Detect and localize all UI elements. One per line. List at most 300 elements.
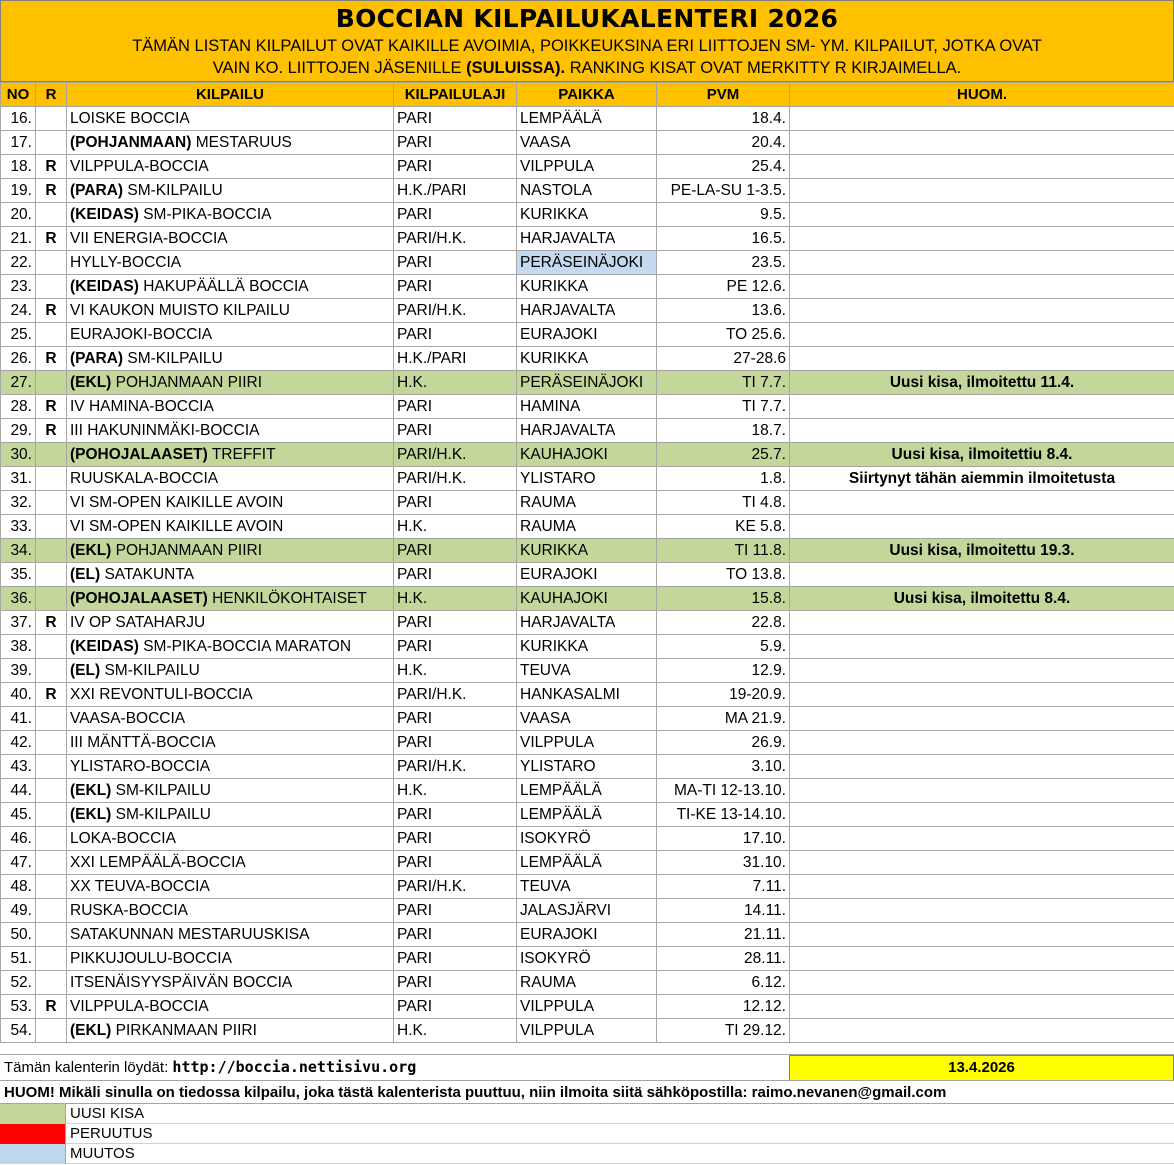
association-prefix: (POHJANMAAN) <box>70 133 192 151</box>
cell-paikka[interactable]: YLISTARO <box>517 755 657 779</box>
cell-huom[interactable]: Siirtynyt tähän aiemmin ilmoitetusta <box>790 467 1174 491</box>
cell-no[interactable]: 42. <box>1 731 36 755</box>
cell-pvm[interactable]: TI 29.12. <box>657 1019 790 1043</box>
cell-huom[interactable] <box>790 779 1174 803</box>
cell-no[interactable]: 53. <box>1 995 36 1019</box>
cell-pvm[interactable]: 13.6. <box>657 299 790 323</box>
cell-no[interactable]: 36. <box>1 587 36 611</box>
cell-kilpailu[interactable] <box>67 635 394 659</box>
cell-pvm[interactable]: 27-28.6 <box>657 347 790 371</box>
cell-kilpailulaji[interactable]: PARI <box>394 995 517 1019</box>
cell-kilpailulaji[interactable]: PARI <box>394 251 517 275</box>
cell-ranking[interactable]: R <box>36 419 67 443</box>
cell-kilpailulaji[interactable]: H.K. <box>394 659 517 683</box>
cell-kilpailu[interactable] <box>67 683 394 707</box>
cell-kilpailulaji[interactable]: PARI <box>394 419 517 443</box>
cell-paikka[interactable]: VILPPULA <box>517 731 657 755</box>
cell-pvm[interactable]: 16.5. <box>657 227 790 251</box>
cell-kilpailulaji[interactable]: PARI <box>394 275 517 299</box>
cell-paikka[interactable]: KAUHAJOKI <box>517 443 657 467</box>
cell-kilpailu[interactable] <box>67 419 394 443</box>
cell-kilpailu[interactable] <box>67 851 394 875</box>
cell-paikka[interactable]: NASTOLA <box>517 179 657 203</box>
cell-kilpailu[interactable] <box>67 371 394 395</box>
cell-paikka[interactable]: HAMINA <box>517 395 657 419</box>
cell-no[interactable]: 28. <box>1 395 36 419</box>
cell-pvm[interactable]: 25.4. <box>657 155 790 179</box>
cell-no[interactable]: 52. <box>1 971 36 995</box>
cell-ranking[interactable] <box>36 467 67 491</box>
competition-name: POHJANMAAN PIIRI <box>111 541 263 559</box>
cell-huom[interactable] <box>790 203 1174 227</box>
cell-paikka[interactable]: VILPPULA <box>517 155 657 179</box>
cell-kilpailulaji[interactable]: PARI/H.K. <box>394 443 517 467</box>
cell-no[interactable]: 35. <box>1 563 36 587</box>
cell-pvm[interactable]: MA 21.9. <box>657 707 790 731</box>
cell-pvm[interactable]: PE-LA-SU 1-3.5. <box>657 179 790 203</box>
table-row <box>1 275 1174 299</box>
cell-ranking[interactable] <box>36 323 67 347</box>
cell-pvm[interactable]: 19-20.9. <box>657 683 790 707</box>
column-header-kilpailulaji[interactable]: KILPAILULAJI <box>394 83 517 107</box>
cell-huom[interactable] <box>790 1019 1174 1043</box>
competition-name: HYLLY-BOCCIA <box>70 253 182 271</box>
column-header-paikka[interactable]: PAIKKA <box>517 83 657 107</box>
footer-link-url[interactable]: http://boccia.nettisivu.org <box>172 1058 417 1076</box>
cell-pvm[interactable]: 9.5. <box>657 203 790 227</box>
cell-pvm[interactable]: 25.7. <box>657 443 790 467</box>
cell-pvm[interactable]: 18.4. <box>657 107 790 131</box>
cell-kilpailu[interactable] <box>67 803 394 827</box>
cell-pvm[interactable]: 14.11. <box>657 899 790 923</box>
cell-pvm[interactable]: 21.11. <box>657 923 790 947</box>
cell-no[interactable]: 20. <box>1 203 36 227</box>
cell-ranking[interactable]: R <box>36 611 67 635</box>
cell-pvm[interactable]: 17.10. <box>657 827 790 851</box>
cell-ranking[interactable] <box>36 131 67 155</box>
cell-pvm[interactable]: MA-TI 12-13.10. <box>657 779 790 803</box>
cell-ranking[interactable] <box>36 563 67 587</box>
column-header-kilpailu[interactable]: KILPAILU <box>67 83 394 107</box>
cell-kilpailulaji[interactable]: H.K./PARI <box>394 347 517 371</box>
cell-paikka[interactable]: PERÄSEINÄJOKI <box>517 371 657 395</box>
cell-ranking[interactable] <box>36 203 67 227</box>
cell-ranking[interactable] <box>36 587 67 611</box>
cell-huom[interactable] <box>790 563 1174 587</box>
cell-no[interactable]: 40. <box>1 683 36 707</box>
cell-kilpailulaji[interactable]: PARI <box>394 491 517 515</box>
cell-huom[interactable] <box>790 899 1174 923</box>
cell-ranking[interactable] <box>36 899 67 923</box>
cell-kilpailulaji[interactable]: H.K. <box>394 587 517 611</box>
cell-kilpailulaji[interactable]: PARI <box>394 155 517 179</box>
cell-huom[interactable] <box>790 251 1174 275</box>
cell-huom[interactable] <box>790 227 1174 251</box>
competition-name: PIRKANMAAN PIIRI <box>111 1021 257 1039</box>
cell-kilpailu[interactable] <box>67 467 394 491</box>
cell-kilpailulaji[interactable]: PARI <box>394 971 517 995</box>
cell-kilpailu[interactable] <box>67 875 394 899</box>
cell-pvm[interactable]: 31.10. <box>657 851 790 875</box>
cell-kilpailu[interactable] <box>67 155 394 179</box>
cell-pvm[interactable]: TI 11.8. <box>657 539 790 563</box>
cell-kilpailulaji[interactable]: PARI <box>394 611 517 635</box>
cell-kilpailu[interactable] <box>67 539 394 563</box>
cell-kilpailu[interactable] <box>67 491 394 515</box>
cell-ranking[interactable] <box>36 107 67 131</box>
cell-paikka[interactable]: TEUVA <box>517 875 657 899</box>
cell-kilpailu[interactable] <box>67 659 394 683</box>
cell-paikka[interactable]: ISOKYRÖ <box>517 947 657 971</box>
table-row <box>1 1019 1174 1043</box>
cell-paikka[interactable]: HARJAVALTA <box>517 611 657 635</box>
cell-ranking[interactable] <box>36 755 67 779</box>
cell-kilpailu[interactable] <box>67 707 394 731</box>
cell-ranking[interactable]: R <box>36 299 67 323</box>
cell-huom[interactable] <box>790 491 1174 515</box>
cell-huom[interactable] <box>790 731 1174 755</box>
cell-huom[interactable] <box>790 803 1174 827</box>
column-header-no[interactable]: NO <box>1 83 36 107</box>
cell-no[interactable]: 44. <box>1 779 36 803</box>
cell-ranking[interactable] <box>36 1019 67 1043</box>
cell-kilpailulaji[interactable]: H.K. <box>394 779 517 803</box>
cell-paikka[interactable]: KURIKKA <box>517 539 657 563</box>
legend-label-new: UUSI KISA <box>70 1105 145 1122</box>
cell-huom[interactable] <box>790 347 1174 371</box>
cell-kilpailu[interactable] <box>67 275 394 299</box>
cell-kilpailulaji[interactable]: PARI <box>394 707 517 731</box>
cell-no[interactable]: 27. <box>1 371 36 395</box>
cell-ranking[interactable]: R <box>36 683 67 707</box>
cell-ranking[interactable] <box>36 275 67 299</box>
cell-huom[interactable] <box>790 515 1174 539</box>
cell-kilpailulaji[interactable]: PARI/H.K. <box>394 875 517 899</box>
cell-huom[interactable] <box>790 851 1174 875</box>
cell-no[interactable]: 47. <box>1 851 36 875</box>
cell-paikka[interactable]: VAASA <box>517 707 657 731</box>
cell-kilpailu[interactable] <box>67 947 394 971</box>
cell-no[interactable]: 50. <box>1 923 36 947</box>
cell-kilpailulaji[interactable]: PARI/H.K. <box>394 467 517 491</box>
cell-ranking[interactable]: R <box>36 155 67 179</box>
cell-pvm[interactable]: 20.4. <box>657 131 790 155</box>
cell-paikka[interactable]: JALASJÄRVI <box>517 899 657 923</box>
cell-kilpailulaji[interactable]: PARI <box>394 923 517 947</box>
cell-ranking[interactable]: R <box>36 395 67 419</box>
cell-kilpailulaji[interactable]: H.K. <box>394 515 517 539</box>
cell-pvm[interactable]: 15.8. <box>657 587 790 611</box>
cell-kilpailu[interactable] <box>67 1019 394 1043</box>
cell-kilpailulaji[interactable]: PARI <box>394 107 517 131</box>
cell-ranking[interactable] <box>36 875 67 899</box>
association-prefix: (PARA) <box>70 349 124 367</box>
cell-paikka[interactable]: VAASA <box>517 131 657 155</box>
cell-no[interactable]: 18. <box>1 155 36 179</box>
cell-no[interactable]: 32. <box>1 491 36 515</box>
cell-kilpailulaji[interactable]: PARI/H.K. <box>394 755 517 779</box>
column-header-huom[interactable]: HUOM. <box>790 83 1174 107</box>
cell-no[interactable]: 38. <box>1 635 36 659</box>
cell-no[interactable]: 33. <box>1 515 36 539</box>
table-row <box>1 179 1174 203</box>
cell-ranking[interactable] <box>36 635 67 659</box>
cell-ranking[interactable] <box>36 443 67 467</box>
cell-paikka[interactable]: HANKASALMI <box>517 683 657 707</box>
cell-kilpailu[interactable] <box>67 995 394 1019</box>
cell-pvm[interactable]: 23.5. <box>657 251 790 275</box>
cell-ranking[interactable]: R <box>36 347 67 371</box>
cell-kilpailulaji[interactable]: PARI <box>394 731 517 755</box>
cell-huom[interactable] <box>790 755 1174 779</box>
footer-link <box>4 1058 416 1076</box>
cell-kilpailu[interactable] <box>67 323 394 347</box>
cell-huom[interactable] <box>790 179 1174 203</box>
cell-kilpailulaji[interactable]: PARI <box>394 131 517 155</box>
cell-pvm[interactable]: 28.11. <box>657 947 790 971</box>
cell-huom[interactable]: Uusi kisa, ilmoitettu 11.4. <box>790 371 1174 395</box>
cell-pvm[interactable]: 12.12. <box>657 995 790 1019</box>
cell-huom[interactable] <box>790 131 1174 155</box>
cell-no[interactable]: 21. <box>1 227 36 251</box>
cell-kilpailulaji[interactable]: H.K. <box>394 1019 517 1043</box>
cell-paikka[interactable]: KURIKKA <box>517 275 657 299</box>
cell-kilpailulaji[interactable]: PARI <box>394 947 517 971</box>
cell-paikka[interactable]: HARJAVALTA <box>517 227 657 251</box>
cell-kilpailu[interactable] <box>67 443 394 467</box>
cell-no[interactable]: 16. <box>1 107 36 131</box>
cell-no[interactable]: 45. <box>1 803 36 827</box>
cell-kilpailu[interactable] <box>67 131 394 155</box>
column-header-pvm[interactable]: PVM <box>657 83 790 107</box>
cell-huom[interactable]: Uusi kisa, ilmoitettu 19.3. <box>790 539 1174 563</box>
cell-no[interactable]: 24. <box>1 299 36 323</box>
cell-paikka[interactable]: PERÄSEINÄJOKI <box>517 251 657 275</box>
cell-kilpailu[interactable] <box>67 347 394 371</box>
cell-kilpailu[interactable] <box>67 515 394 539</box>
cell-pvm[interactable]: 18.7. <box>657 419 790 443</box>
cell-paikka[interactable]: RAUMA <box>517 971 657 995</box>
cell-paikka[interactable]: VILPPULA <box>517 1019 657 1043</box>
cell-paikka[interactable]: HARJAVALTA <box>517 299 657 323</box>
cell-no[interactable]: 51. <box>1 947 36 971</box>
cell-no[interactable]: 31. <box>1 467 36 491</box>
cell-huom[interactable] <box>790 923 1174 947</box>
cell-paikka[interactable]: KURIKKA <box>517 635 657 659</box>
cell-kilpailulaji[interactable]: H.K. <box>394 371 517 395</box>
cell-huom[interactable] <box>790 947 1174 971</box>
competition-name: RUSKA-BOCCIA <box>70 901 188 919</box>
cell-no[interactable]: 29. <box>1 419 36 443</box>
cell-pvm[interactable]: TI 7.7. <box>657 371 790 395</box>
cell-pvm[interactable]: TI 7.7. <box>657 395 790 419</box>
cell-huom[interactable] <box>790 971 1174 995</box>
update-date-cell[interactable]: 13.4.2026 <box>789 1055 1174 1081</box>
cell-huom[interactable] <box>790 155 1174 179</box>
cell-kilpailu[interactable] <box>67 827 394 851</box>
cell-no[interactable]: 22. <box>1 251 36 275</box>
cell-kilpailu[interactable] <box>67 563 394 587</box>
cell-kilpailulaji[interactable]: PARI/H.K. <box>394 683 517 707</box>
cell-paikka[interactable]: ISOKYRÖ <box>517 827 657 851</box>
association-prefix: (EKL) <box>70 541 112 559</box>
cell-huom[interactable] <box>790 683 1174 707</box>
cell-huom[interactable] <box>790 611 1174 635</box>
cell-pvm[interactable]: TO 13.8. <box>657 563 790 587</box>
cell-no[interactable]: 46. <box>1 827 36 851</box>
cell-kilpailu[interactable] <box>67 611 394 635</box>
cell-kilpailulaji[interactable]: PARI <box>394 203 517 227</box>
cell-paikka[interactable]: EURAJOKI <box>517 323 657 347</box>
competition-name: III MÄNTTÄ-BOCCIA <box>70 733 216 751</box>
cell-no[interactable]: 49. <box>1 899 36 923</box>
cell-pvm[interactable]: 1.8. <box>657 467 790 491</box>
cell-no[interactable]: 43. <box>1 755 36 779</box>
cell-ranking[interactable]: R <box>36 995 67 1019</box>
cell-ranking[interactable]: R <box>36 227 67 251</box>
cell-ranking[interactable] <box>36 827 67 851</box>
cell-paikka[interactable]: LEMPÄÄLÄ <box>517 851 657 875</box>
cell-kilpailu[interactable] <box>67 779 394 803</box>
cell-paikka[interactable]: HARJAVALTA <box>517 419 657 443</box>
cell-kilpailu[interactable] <box>67 899 394 923</box>
cell-pvm[interactable]: TI 4.8. <box>657 491 790 515</box>
cell-paikka[interactable]: LEMPÄÄLÄ <box>517 803 657 827</box>
cell-paikka[interactable]: EURAJOKI <box>517 923 657 947</box>
cell-huom[interactable] <box>790 107 1174 131</box>
cell-ranking[interactable] <box>36 803 67 827</box>
cell-kilpailulaji[interactable]: PARI <box>394 539 517 563</box>
cell-huom[interactable] <box>790 323 1174 347</box>
cell-kilpailu[interactable] <box>67 731 394 755</box>
cell-no[interactable]: 19. <box>1 179 36 203</box>
cell-paikka[interactable]: KURIKKA <box>517 347 657 371</box>
cell-kilpailu[interactable] <box>67 107 394 131</box>
cell-kilpailulaji[interactable]: PARI <box>394 635 517 659</box>
cell-kilpailulaji[interactable]: PARI <box>394 827 517 851</box>
cell-kilpailulaji[interactable]: H.K./PARI <box>394 179 517 203</box>
cell-no[interactable]: 41. <box>1 707 36 731</box>
cell-kilpailu[interactable] <box>67 251 394 275</box>
cell-pvm[interactable]: 3.10. <box>657 755 790 779</box>
cell-huom[interactable] <box>790 875 1174 899</box>
cell-kilpailulaji[interactable]: PARI <box>394 323 517 347</box>
cell-no[interactable]: 30. <box>1 443 36 467</box>
cell-huom[interactable]: Uusi kisa, ilmoitettiu 8.4. <box>790 443 1174 467</box>
cell-huom[interactable] <box>790 275 1174 299</box>
cell-kilpailu[interactable] <box>67 227 394 251</box>
competition-name: VAASA-BOCCIA <box>70 709 186 727</box>
cell-kilpailulaji[interactable]: PARI <box>394 803 517 827</box>
cell-paikka[interactable]: VILPPULA <box>517 995 657 1019</box>
cell-no[interactable]: 23. <box>1 275 36 299</box>
cell-kilpailulaji[interactable]: PARI/H.K. <box>394 299 517 323</box>
cell-huom[interactable] <box>790 635 1174 659</box>
cell-huom[interactable] <box>790 419 1174 443</box>
cell-huom[interactable] <box>790 707 1174 731</box>
cell-huom[interactable] <box>790 659 1174 683</box>
cell-paikka[interactable]: LEMPÄÄLÄ <box>517 779 657 803</box>
column-header-r[interactable]: R <box>36 83 67 107</box>
cell-kilpailu[interactable] <box>67 755 394 779</box>
competition-name: LOISKE BOCCIA <box>70 109 190 127</box>
cell-ranking[interactable] <box>36 971 67 995</box>
cell-huom[interactable] <box>790 395 1174 419</box>
cell-ranking[interactable] <box>36 539 67 563</box>
cell-kilpailu[interactable] <box>67 923 394 947</box>
cell-no[interactable]: 54. <box>1 1019 36 1043</box>
cell-pvm[interactable]: PE 12.6. <box>657 275 790 299</box>
cell-paikka[interactable]: LEMPÄÄLÄ <box>517 107 657 131</box>
cell-kilpailu[interactable] <box>67 395 394 419</box>
legend-swatch-cancel <box>0 1124 66 1144</box>
cell-kilpailu[interactable] <box>67 299 394 323</box>
cell-ranking[interactable] <box>36 515 67 539</box>
cell-no[interactable]: 48. <box>1 875 36 899</box>
cell-kilpailulaji[interactable]: PARI <box>394 563 517 587</box>
cell-ranking[interactable] <box>36 947 67 971</box>
cell-pvm[interactable]: TO 25.6. <box>657 323 790 347</box>
cell-ranking[interactable] <box>36 779 67 803</box>
cell-no[interactable]: 37. <box>1 611 36 635</box>
cell-kilpailulaji[interactable]: PARI <box>394 395 517 419</box>
cell-no[interactable]: 25. <box>1 323 36 347</box>
cell-pvm[interactable]: KE 5.8. <box>657 515 790 539</box>
cell-ranking[interactable] <box>36 731 67 755</box>
cell-no[interactable]: 17. <box>1 131 36 155</box>
cell-ranking[interactable] <box>36 923 67 947</box>
cell-kilpailu[interactable] <box>67 203 394 227</box>
cell-ranking[interactable] <box>36 371 67 395</box>
cell-ranking[interactable] <box>36 707 67 731</box>
cell-huom[interactable] <box>790 827 1174 851</box>
cell-kilpailu[interactable] <box>67 179 394 203</box>
cell-paikka[interactable]: KURIKKA <box>517 203 657 227</box>
cell-huom[interactable]: Uusi kisa, ilmoitettu 8.4. <box>790 587 1174 611</box>
cell-ranking[interactable] <box>36 851 67 875</box>
cell-ranking[interactable] <box>36 491 67 515</box>
cell-ranking[interactable] <box>36 251 67 275</box>
cell-kilpailulaji[interactable]: PARI <box>394 899 517 923</box>
cell-paikka[interactable]: RAUMA <box>517 491 657 515</box>
cell-paikka[interactable]: RAUMA <box>517 515 657 539</box>
cell-paikka[interactable]: EURAJOKI <box>517 563 657 587</box>
cell-paikka[interactable]: KAUHAJOKI <box>517 587 657 611</box>
cell-kilpailu[interactable] <box>67 971 394 995</box>
cell-no[interactable]: 34. <box>1 539 36 563</box>
cell-pvm[interactable]: 5.9. <box>657 635 790 659</box>
cell-no[interactable]: 39. <box>1 659 36 683</box>
cell-kilpailulaji[interactable]: PARI/H.K. <box>394 227 517 251</box>
cell-kilpailu[interactable] <box>67 587 394 611</box>
cell-no[interactable]: 26. <box>1 347 36 371</box>
cell-pvm[interactable]: 22.8. <box>657 611 790 635</box>
cell-pvm[interactable]: TI-KE 13-14.10. <box>657 803 790 827</box>
cell-kilpailulaji[interactable]: PARI <box>394 851 517 875</box>
cell-pvm[interactable]: 6.12. <box>657 971 790 995</box>
cell-huom[interactable] <box>790 299 1174 323</box>
header-line-2-post: RANKING KISAT OVAT MERKITTY R KIRJAIMELLA. <box>565 59 962 77</box>
competition-name: PIKKUJOULU-BOCCIA <box>70 949 232 967</box>
cell-ranking[interactable]: R <box>36 179 67 203</box>
cell-pvm[interactable]: 26.9. <box>657 731 790 755</box>
cell-huom[interactable] <box>790 995 1174 1019</box>
cell-pvm[interactable]: 12.9. <box>657 659 790 683</box>
cell-paikka[interactable]: TEUVA <box>517 659 657 683</box>
cell-ranking[interactable] <box>36 659 67 683</box>
cell-pvm[interactable]: 7.11. <box>657 875 790 899</box>
cell-paikka[interactable]: YLISTARO <box>517 467 657 491</box>
